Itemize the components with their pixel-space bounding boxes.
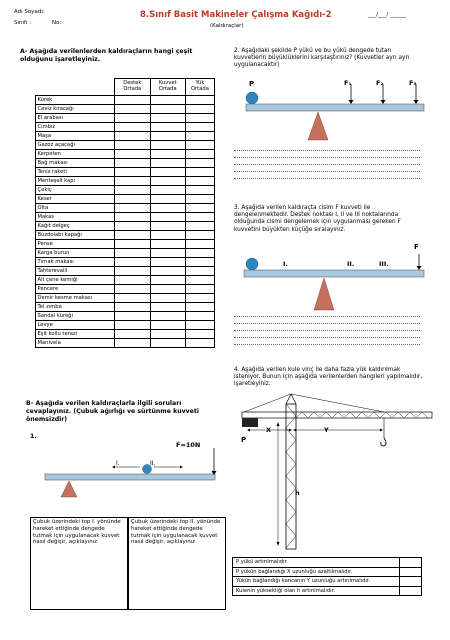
beam [246, 104, 424, 111]
table-row [36, 123, 215, 132]
machine-name-cell: Pense [36, 240, 115, 249]
machine-name-cell: Tenis raketi [36, 168, 115, 177]
check-cell[interactable] [185, 150, 214, 159]
lever-type-table [35, 78, 215, 348]
label-y: Y [324, 426, 329, 434]
table-row [36, 195, 215, 204]
table-row [36, 321, 215, 330]
check-cell[interactable] [150, 330, 185, 339]
check-cell[interactable] [115, 159, 151, 168]
check-cell[interactable] [115, 213, 151, 222]
check-cell[interactable] [115, 330, 151, 339]
point-ii-label: II. [347, 260, 355, 268]
fulcrum [308, 112, 328, 140]
table-row [36, 267, 215, 276]
check-cell[interactable] [150, 186, 185, 195]
question-3-text: 3. Aşağıda verilen kaldıraçta cisim F kuvveti ile dengelenmektedir. Destek noktası I, II ve III noktalarında olduğunda cismi dengelemek için uygulanması gereken F kuvvetini büyükten küçüğe sıralayınız. [234, 205, 401, 233]
f1-arrowhead [349, 100, 354, 104]
table-row [36, 240, 215, 249]
check-cell[interactable] [115, 204, 151, 213]
check-cell[interactable] [185, 195, 214, 204]
option-check-cell[interactable] [400, 586, 422, 596]
check-cell[interactable] [150, 276, 185, 285]
check-cell[interactable] [185, 249, 214, 258]
beam [45, 474, 215, 480]
question-b1-number: 1. [30, 433, 37, 440]
check-cell[interactable] [185, 339, 214, 348]
option-text: Kulenin yüksekliği olan h artırılmalıdır. [233, 586, 400, 596]
answer-box-2[interactable] [128, 517, 226, 610]
check-cell[interactable] [115, 177, 151, 186]
check-cell[interactable] [115, 249, 151, 258]
point-iii-label: III. [379, 260, 389, 268]
crane-mast [286, 404, 296, 549]
check-cell[interactable] [150, 249, 185, 258]
table-row [36, 303, 215, 312]
table-row [36, 222, 215, 231]
check-cell[interactable] [185, 312, 214, 321]
check-cell[interactable] [150, 114, 185, 123]
column-header: Yük Ortada [185, 79, 214, 96]
ball [246, 92, 258, 104]
machine-name-cell: Gazoz açacağı [36, 141, 115, 150]
no-label: No: [52, 20, 62, 26]
check-cell[interactable] [185, 213, 214, 222]
check-cell[interactable] [150, 294, 185, 303]
machine-name-cell: Karga burun [36, 249, 115, 258]
check-cell[interactable] [115, 267, 151, 276]
check-cell[interactable] [185, 240, 214, 249]
force-f3-label: F₃ [409, 79, 417, 87]
check-cell[interactable] [115, 105, 151, 114]
check-cell[interactable] [150, 168, 185, 177]
option-row [233, 577, 422, 587]
x-dim-arrowhead-right [289, 429, 292, 432]
point-i-label: I. [283, 260, 288, 268]
ball [246, 258, 258, 270]
direction-ii-arrowhead [180, 466, 183, 469]
check-cell[interactable] [150, 240, 185, 249]
machine-name-cell: Demir kesme makası [36, 294, 115, 303]
check-cell[interactable] [185, 276, 214, 285]
check-cell[interactable] [185, 267, 214, 276]
table-row [36, 204, 215, 213]
direction-i-arrowhead [112, 466, 115, 469]
jib-tie [291, 394, 384, 412]
check-cell[interactable] [150, 222, 185, 231]
lever-diagram-b1 [30, 440, 225, 505]
check-cell[interactable] [185, 177, 214, 186]
check-cell[interactable] [115, 231, 151, 240]
label-h: h [295, 489, 300, 497]
check-cell[interactable] [150, 195, 185, 204]
check-cell[interactable] [115, 168, 151, 177]
force-f-label: F [414, 243, 419, 251]
option-row [233, 586, 422, 596]
answer-lines-q2[interactable] [234, 144, 420, 179]
option-check-cell[interactable] [400, 577, 422, 587]
check-cell[interactable] [150, 231, 185, 240]
machine-name-cell: Kürek [36, 96, 115, 105]
option-text: P yükün bağlandığı X uzunluğu azaltılmalıdır. [233, 567, 400, 577]
section-a-heading: A- Aşağıda verilenlerden kaldıraçların hangi çeşit olduğunu işaretleyiniz. [20, 48, 193, 64]
counter-tie [244, 394, 291, 412]
check-cell[interactable] [115, 195, 151, 204]
direction-ii-label: II. [150, 460, 156, 467]
table-row [36, 312, 215, 321]
table-row [36, 186, 215, 195]
table-row [36, 285, 215, 294]
check-cell[interactable] [185, 132, 214, 141]
hook [381, 438, 386, 446]
table-corner [36, 79, 115, 96]
table-row [36, 105, 215, 114]
date-field: ___/___/ ______ [368, 12, 407, 18]
tower-crane-diagram [234, 392, 434, 554]
counterweight-p [242, 418, 258, 427]
option-text: Yükün bağlandığı kancanın Y uzunluğu artırılmalıdır. [233, 577, 400, 587]
machine-name-cell: Eşit kollu terazi [36, 330, 115, 339]
table-header-row [36, 79, 215, 96]
crane-jib [242, 412, 432, 418]
check-cell[interactable] [150, 141, 185, 150]
answer-box-1-text: Çubuk üzerindeki top I. yönünde hareket ettiğinde dengede tutmak için uygulanacak kuvvet nasıl değişir, açıklayınız [33, 519, 121, 546]
check-cell[interactable] [185, 96, 214, 105]
machine-name-cell: Tırnak makası [36, 258, 115, 267]
machine-name-cell: Olta [36, 204, 115, 213]
check-cell[interactable] [115, 312, 151, 321]
table-row [36, 294, 215, 303]
check-cell[interactable] [115, 186, 151, 195]
answer-box-2-text: Çubuk üzerindeki top II. yönünde hareket ettiğinde dengede tutmak için uygulanacak kuvvet nasıl değişir, açıklayınız [131, 519, 221, 546]
table-row [36, 132, 215, 141]
check-cell[interactable] [150, 285, 185, 294]
machine-name-cell: Kağıt delgeç [36, 222, 115, 231]
label-x: X [266, 426, 272, 434]
table-row [36, 249, 215, 258]
check-cell[interactable] [185, 258, 214, 267]
check-cell[interactable] [185, 141, 214, 150]
f2-arrowhead [381, 100, 386, 104]
option-text: P yükü artırılmalıdır. [233, 558, 400, 568]
table-row [36, 258, 215, 267]
x-dim-arrowhead-left [247, 429, 250, 432]
column-header: Destek Ortada [115, 79, 151, 96]
lever-diagram-q3 [232, 240, 432, 312]
machine-name-cell: Menteşeli kapı [36, 177, 115, 186]
force-label: F=10N [176, 441, 201, 449]
check-cell[interactable] [115, 339, 151, 348]
check-cell[interactable] [150, 204, 185, 213]
check-cell[interactable] [115, 141, 151, 150]
machine-name-cell: Keser [36, 195, 115, 204]
option-check-cell[interactable] [400, 567, 422, 577]
direction-i-label: I. [116, 460, 120, 467]
option-row [233, 558, 422, 568]
check-cell[interactable] [185, 114, 214, 123]
check-cell[interactable] [115, 258, 151, 267]
force-f2-label: F₂ [376, 79, 384, 87]
check-cell[interactable] [150, 150, 185, 159]
machine-name-cell: Manivela [36, 339, 115, 348]
option-check-cell[interactable] [400, 558, 422, 568]
question-2-text: 2. Aşağıdaki şekilde P yükü ve bu yükü dengede tutan kuvvetlerin büyüklüklerini karşılaştırınız? (Kuvvetler ayrı ayrı uygulanacaktır) [234, 48, 410, 69]
check-cell[interactable] [115, 132, 151, 141]
y-dim-arrowhead-left [293, 429, 296, 432]
answer-box-1[interactable] [30, 517, 128, 610]
check-cell[interactable] [115, 240, 151, 249]
answer-lines-q3[interactable] [234, 310, 420, 345]
check-cell[interactable] [185, 231, 214, 240]
check-cell[interactable] [115, 285, 151, 294]
check-cell[interactable] [150, 312, 185, 321]
page-title: 8.Sınıf Basit Makineler Çalışma Kağıdı-2 [140, 10, 332, 20]
check-cell[interactable] [115, 222, 151, 231]
check-cell[interactable] [150, 96, 185, 105]
column-header: Kuvvet Ortada [150, 79, 185, 96]
check-cell[interactable] [150, 339, 185, 348]
machine-name-cell: Sandal küreği [36, 312, 115, 321]
machine-name-cell: Levye [36, 321, 115, 330]
check-cell[interactable] [150, 177, 185, 186]
check-cell[interactable] [185, 186, 214, 195]
table-row [36, 168, 215, 177]
check-cell[interactable] [185, 222, 214, 231]
table-row [36, 276, 215, 285]
check-cell[interactable] [150, 267, 185, 276]
q4-options-table [232, 557, 422, 596]
table-row [36, 339, 215, 348]
check-cell[interactable] [150, 123, 185, 132]
machine-name-cell: Buzdolabı kapağı [36, 231, 115, 240]
table-row [36, 330, 215, 339]
table-row [36, 159, 215, 168]
check-cell[interactable] [115, 123, 151, 132]
check-cell[interactable] [115, 276, 151, 285]
check-cell[interactable] [115, 150, 151, 159]
check-cell[interactable] [185, 204, 214, 213]
check-cell[interactable] [185, 294, 214, 303]
machine-name-cell: Pencere [36, 285, 115, 294]
table-row [36, 141, 215, 150]
table-row [36, 114, 215, 123]
h-dim-arrowhead-top [277, 422, 280, 426]
check-cell[interactable] [115, 96, 151, 105]
force-f-arrowhead [417, 266, 422, 270]
machine-name-cell: Kerpeten [36, 150, 115, 159]
name-label: Adı Soyadı: [14, 9, 45, 15]
machine-name-cell: Tel zımba [36, 303, 115, 312]
machine-name-cell: Alt çene kemiği [36, 276, 115, 285]
h-dim-arrowhead-bottom [277, 542, 280, 546]
f3-arrowhead [414, 100, 419, 104]
table-row [36, 231, 215, 240]
check-cell[interactable] [150, 213, 185, 222]
load-p-label: P [249, 80, 255, 88]
check-cell[interactable] [150, 159, 185, 168]
check-cell[interactable] [185, 330, 214, 339]
machine-name-cell: Ceviz kıracağı [36, 105, 115, 114]
lever-diagram-q2 [232, 78, 432, 148]
check-cell[interactable] [115, 303, 151, 312]
machine-name-cell: Tahterevalli [36, 267, 115, 276]
y-dim-arrowhead-right [380, 429, 383, 432]
table-row [36, 150, 215, 159]
check-cell[interactable] [185, 159, 214, 168]
question-4-text: 4. Aşağıda verilen kule vinç ile daha fazla yük kaldırılmak isteniyor. Bunun için aşağıda verilenlerden hangileri yapılmalıdır, işaretleyiniz. [234, 367, 423, 388]
section-b-heading: B- Aşağıda verilen kaldıraçlarla ilgili soruları cevaplayınız. (Çubuk ağırlığı ve sürtünme kuvveti önemsizdir) [26, 400, 199, 424]
check-cell[interactable] [185, 303, 214, 312]
check-cell[interactable] [150, 105, 185, 114]
check-cell[interactable] [185, 285, 214, 294]
page-subtitle: (Kaldıraçlar) [210, 23, 244, 29]
fulcrum [314, 278, 334, 310]
fulcrum [61, 481, 77, 497]
check-cell[interactable] [185, 123, 214, 132]
check-cell[interactable] [150, 132, 185, 141]
table-row [36, 213, 215, 222]
machine-name-cell: Maşa [36, 132, 115, 141]
option-row [233, 567, 422, 577]
check-cell[interactable] [185, 105, 214, 114]
table-row [36, 177, 215, 186]
check-cell[interactable] [185, 168, 214, 177]
table-row [36, 96, 215, 105]
machine-name-cell: El arabası [36, 114, 115, 123]
check-cell[interactable] [115, 321, 151, 330]
machine-name-cell: Cımbız [36, 123, 115, 132]
check-cell[interactable] [115, 114, 151, 123]
check-cell[interactable] [150, 258, 185, 267]
check-cell[interactable] [150, 303, 185, 312]
beam [244, 270, 424, 277]
machine-name-cell: Bağ makası [36, 159, 115, 168]
check-cell[interactable] [150, 321, 185, 330]
check-cell[interactable] [115, 294, 151, 303]
machine-name-cell: Çekiç [36, 186, 115, 195]
force-f1-label: F₁ [344, 79, 352, 87]
machine-name-cell: Makas [36, 213, 115, 222]
class-label: Sınıfı : [14, 20, 32, 26]
check-cell[interactable] [185, 321, 214, 330]
label-p: P [241, 436, 247, 444]
